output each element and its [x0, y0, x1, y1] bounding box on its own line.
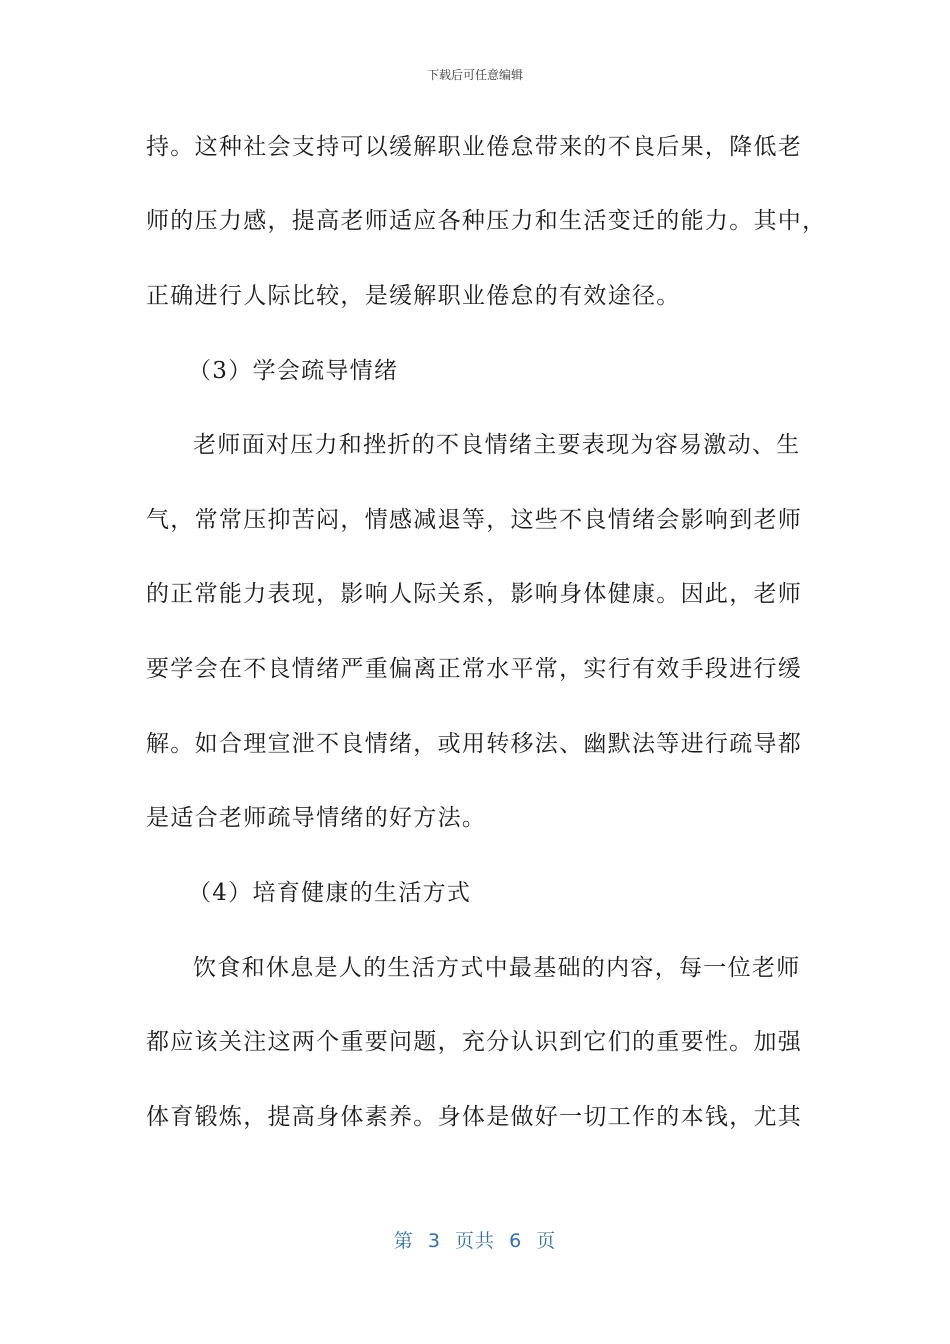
section-heading: （4）培育健康的生活方式 — [188, 880, 472, 906]
body-line: 要学会在不良情绪严重偏离正常水平常，实行有效手段进行缓 — [146, 656, 803, 682]
page-footer: 第 3 页共 6 页 — [393, 1230, 557, 1252]
section-heading: （3）学会疏导情绪 — [188, 358, 399, 384]
body-line: 的正常能力表现，影响人际关系，影响身体健康。因此，老师 — [146, 581, 803, 607]
body-line: 气，常常压抑苦闷，情感减退等，这些不良情绪会影响到老师 — [146, 507, 803, 533]
body-line: 都应该关注这两个重要问题，充分认识到它们的重要性。加强 — [146, 1029, 803, 1055]
body-line: 饮食和休息是人的生活方式中最基础的内容，每一位老师 — [193, 955, 801, 981]
body-line: 师的压力感，提高老师适应各种压力和生活变迁的能力。其中， — [146, 208, 827, 234]
body-line: 持。这种社会支持可以缓解职业倦怠带来的不良后果，降低老 — [146, 134, 803, 160]
body-line: 是适合老师疏导情绪的好方法。 — [146, 805, 487, 831]
header-note: 下载后可任意编辑 — [426, 68, 523, 82]
body-line: 体育锻炼，提高身体素养。身体是做好一切工作的本钱，尤其 — [146, 1104, 803, 1130]
body-line: 老师面对压力和挫折的不良情绪主要表现为容易激动、生 — [193, 432, 801, 458]
body-line: 正确进行人际比较，是缓解职业倦怠的有效途径。 — [146, 283, 681, 309]
body-line: 解。如合理宣泄不良情绪，或用转移法、幽默法等进行疏导都 — [146, 731, 803, 757]
